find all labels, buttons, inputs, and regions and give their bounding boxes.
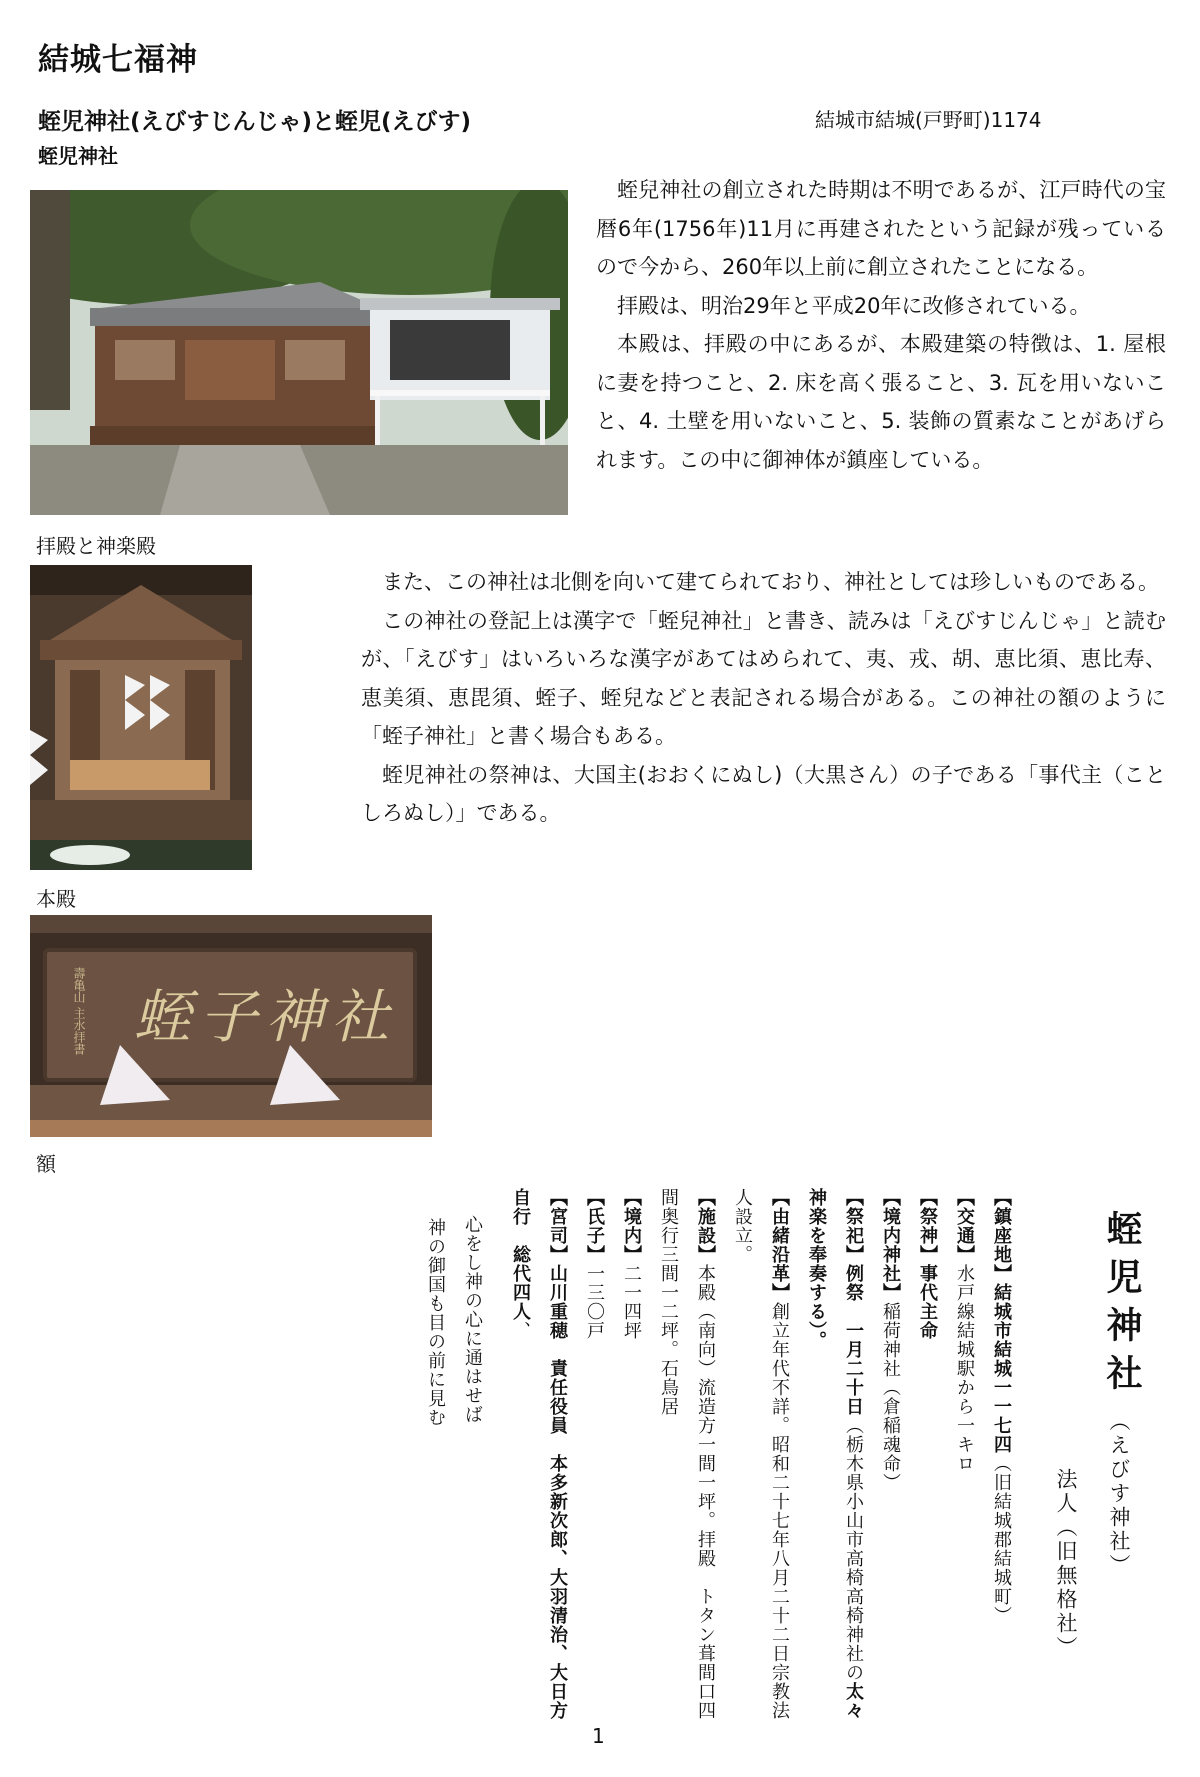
article-paragraph: 本殿は、拝殿の中にあるが、本殿建築の特徴は、1. 屋根に妻を持つこと、2. 床を高く張ること、3. 瓦を用いないこと、4. 土壁を用いないこと、5. 装飾の質素なことがあげられます。この中に御神体が鎮座している。: [596, 332, 1166, 472]
shrine-address: 結城市結城(戸野町)1174: [815, 108, 1042, 132]
registry-line-festival-cont: 神楽を奉奏する）。: [806, 1188, 827, 1350]
registry-title-reading: （えびす神社）: [1107, 1410, 1131, 1578]
registry-title: 蛭児神社: [1101, 1210, 1143, 1402]
registry-line-facilities-cont: 間奥行三間一二坪。石鳥居: [658, 1188, 679, 1416]
registry-line-history-cont: 人設立。: [732, 1188, 753, 1264]
article-paragraph: 拝殿は、明治29年と平成20年に改修されている。: [617, 293, 1091, 318]
haiden-photo: [30, 190, 568, 515]
registry-status: 法人（旧無格社）: [1054, 1468, 1078, 1660]
article-paragraph: また、この神社は北側を向いて建てられており、神社としては珍しいものである。: [382, 570, 1159, 594]
registry-line-grounds: 【境内】二一四坪: [621, 1188, 642, 1340]
article-paragraph: この神社の登記上は漢字で「蛭兒神社」と書き、読みは「えびすじんじゃ」と読むが、「えびす」はいろいろな漢字があてはめられて、夷、戎、胡、恵比須、恵比寿、恵美須、恵毘須、蛭子、蛭兒などと表記される場合がある。この神社の額のように「蛭子神社」と書く場合もある。: [361, 608, 1166, 748]
haiden-caption: 拝殿と神楽殿: [36, 534, 156, 558]
registry-line-festival: 【祭祀】例祭 一月二十日（栃木県小山市高椅高椅神社の太々: [843, 1188, 864, 1720]
registry-line-officers: 自行 総代四人、: [510, 1188, 531, 1340]
article-subtitle: 蛭児神社(えびすじんじゃ)と蛭児(えびす): [38, 109, 472, 135]
gaku-photo: [30, 915, 432, 1137]
registry-line-deity: 【祭神】事代主命: [917, 1188, 938, 1340]
gaku-side-lettering: 壽亀山 主水拝書: [72, 967, 86, 1055]
gaku-caption: 額: [36, 1152, 56, 1176]
honden-photo: [30, 565, 252, 870]
registry-line-access: 【交通】水戸線結城駅から一キロ: [954, 1188, 975, 1473]
article-body-bottom: [361, 563, 1166, 833]
registry-poem-line: 神の御国も目の前に見む: [425, 1218, 446, 1427]
page-title: 結城七福神: [38, 42, 198, 78]
registry-line-subshrine: 【境内神社】稲荷神社（倉稲魂命）: [880, 1188, 901, 1492]
section-label: 蛭児神社: [38, 144, 118, 168]
article-body-top: [596, 171, 1166, 479]
article-paragraph: 蛭児神社の祭神は、大国主(おおくにぬし)（大黒さん）の子である「事代主（ことしろぬし）」である。: [361, 762, 1166, 825]
article-paragraph: 蛭兒神社の創立された時期は不明であるが、江戸時代の宝暦6年(1756年)11月に再建されたという記録が残っているので今から、260年以上前に創立されたことになる。: [596, 178, 1166, 279]
registry-line-parishioners: 【氏子】一三〇戸: [584, 1188, 605, 1340]
page-number: 1: [592, 1724, 605, 1748]
registry-line-facilities: 【施設】本殿（南向）流造方一間一坪。拝殿 トタン葺間口四: [695, 1188, 716, 1720]
registry-line-history: 【由緒沿革】創立年代不詳。昭和二十七年八月二十二日宗教法: [769, 1188, 790, 1720]
registry-line-priest: 【宮司】山川重穂 責任役員 本多新次郎、大羽清治、大日方: [547, 1188, 568, 1720]
registry-poem-line: 心をし神の心に通はせば: [462, 1215, 483, 1424]
gaku-lettering: 蛭子神社: [132, 983, 397, 1051]
registry-line-location: 【鎮座地】結城市結城一一七四（旧結城郡結城町）: [991, 1188, 1012, 1625]
honden-caption: 本殿: [36, 887, 76, 911]
